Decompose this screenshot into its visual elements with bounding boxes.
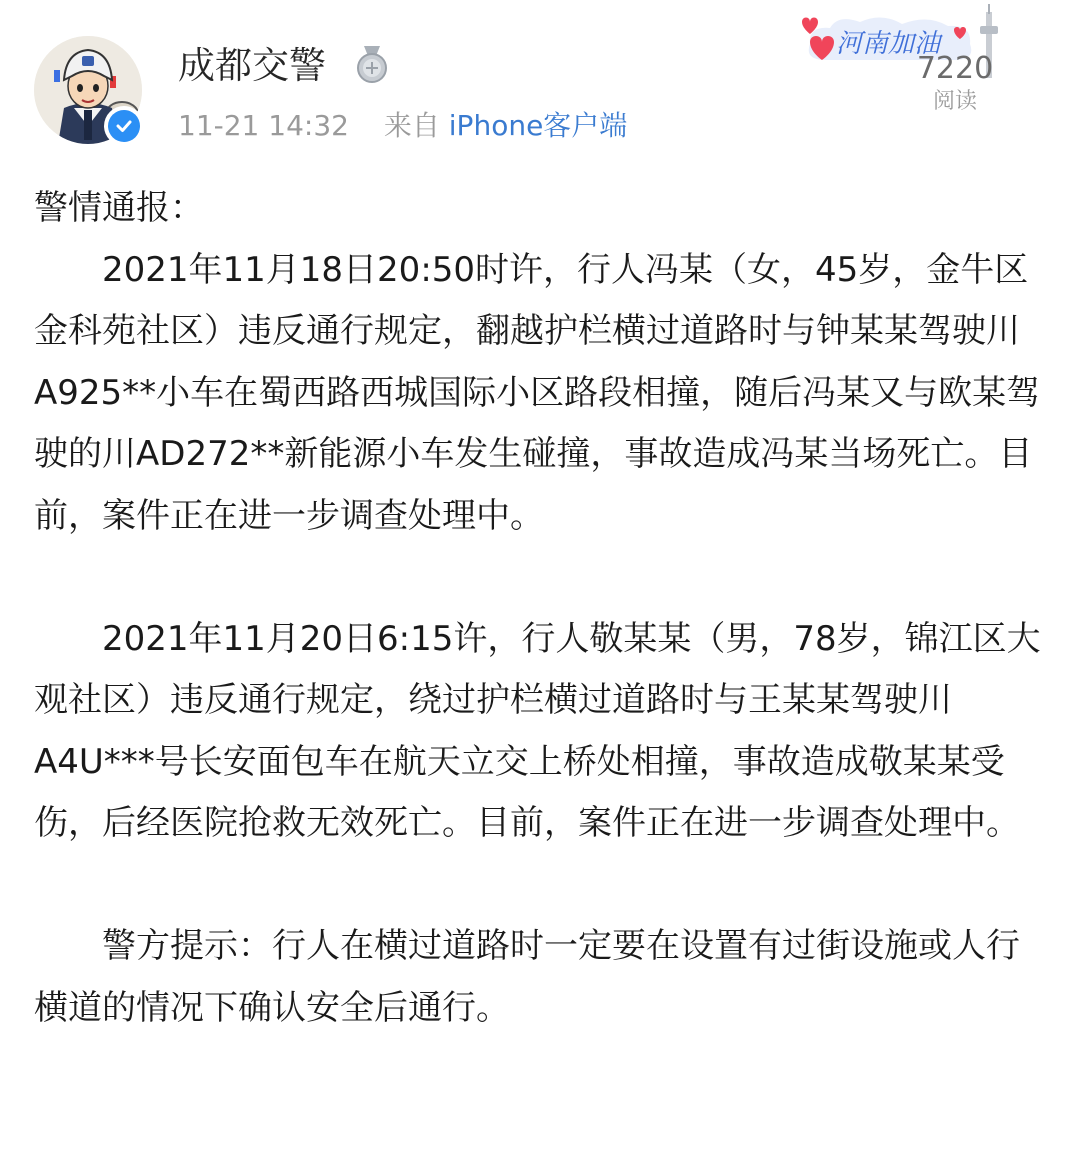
source-client-link[interactable]: iPhone客户端 [448, 109, 628, 142]
source-prefix: 来自 [383, 109, 440, 142]
username[interactable]: 成都交警 [178, 44, 326, 87]
paragraph-spacer [34, 547, 1046, 609]
post-heading: 警情通报： [34, 188, 204, 228]
post-meta [178, 106, 627, 146]
post-body [34, 178, 1046, 1039]
post-paragraph-1: 2021年11月18日20:50时许，行人冯某（女，45岁，金牛区金科苑社区）违反通行规定，翻越护栏横过道路时与钟某某驾驶川A925**小车在蜀西路西城国际小区路段相撞，随后冯某又与欧某驾驶的川AD272**新能源小车发生碰撞，事故造成冯某当场死亡。目前，案件正在进一步调查处理中。 [34, 249, 1041, 536]
post-timestamp: 11-21 14:32 [178, 109, 349, 142]
medal-icon[interactable] [354, 44, 390, 84]
post-paragraph-2: 2021年11月20日6:15许，行人敬某某（男，78岁，锦江区大观社区）违反通行规定，绕过护栏横过道路时与王某某驾驶川A4U***号长安面包车在航天立交上桥处相撞，事故造成敬某某受伤，后经医院抢救无效死亡。目前，案件正在进一步调查处理中。 [34, 618, 1041, 843]
paragraph-spacer [34, 855, 1046, 917]
post-header [0, 0, 1080, 165]
read-label: 阅读 [932, 89, 977, 114]
verified-check-icon [108, 110, 140, 142]
post-paragraph-3: 警方提示：行人在横过道路时一定要在设置有过街设施或人行横道的情况下确认安全后通行。 [34, 926, 1020, 1028]
sticker-text: 河南加油 [836, 29, 941, 59]
read-count: 7220 [916, 51, 994, 86]
verified-badge [104, 106, 144, 146]
